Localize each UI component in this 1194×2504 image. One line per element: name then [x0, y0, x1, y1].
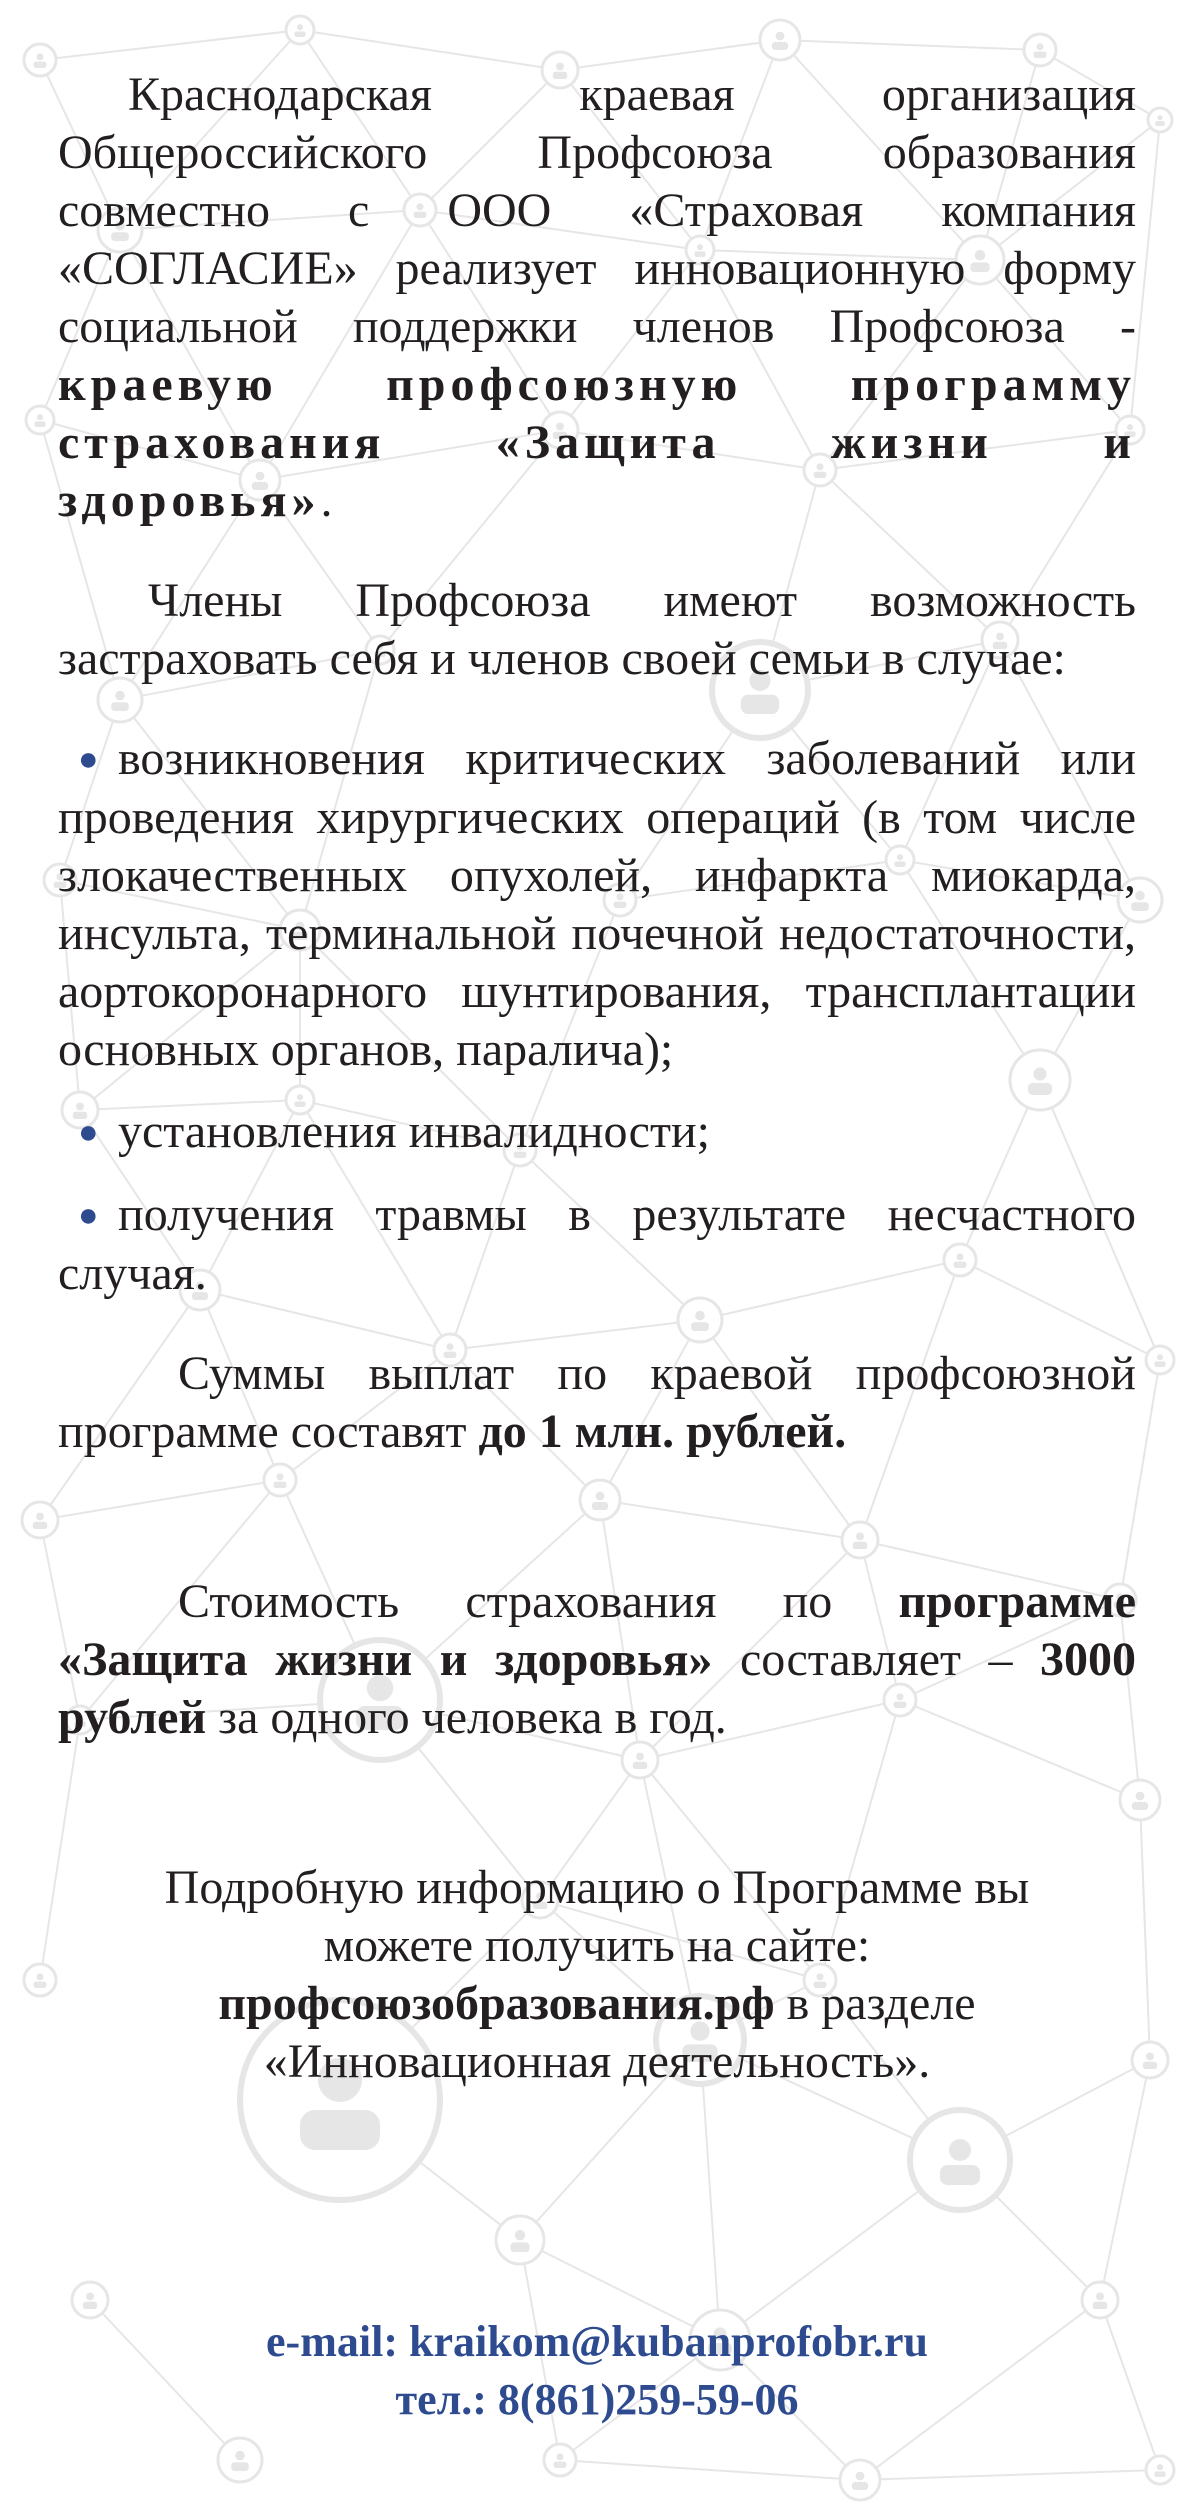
email-link[interactable]: e-mail: kraikom@kubanprofobr.ru [266, 2317, 928, 2366]
cost-text-3: за одного человека в год. [206, 1691, 727, 1744]
cost-program-name: программе «Защита жизни и здоровья» [58, 1575, 1136, 1686]
members-paragraph [58, 572, 1136, 688]
person-node-icon [26, 406, 54, 434]
payout-amount: до 1 млн. рублей. [478, 1405, 847, 1458]
list-item [58, 1103, 1136, 1162]
network-line [1100, 2060, 1150, 2300]
person-node-icon [286, 16, 314, 44]
website-link[interactable]: профсоюзобразования.рф [218, 1977, 775, 2030]
network-line [780, 40, 1040, 50]
person-node-icon [910, 2110, 1010, 2210]
person-node-icon [22, 1502, 58, 1538]
list-item [58, 1186, 1136, 1303]
contact-block [0, 2313, 1194, 2429]
payout-text: Суммы выплат по краевой профсоюзной программе составят [58, 1347, 1136, 1458]
phone-number[interactable]: тел.: 8(861)259-59-06 [395, 2375, 799, 2424]
bullet-icon: ● [78, 1114, 99, 1151]
intro-end: . [320, 474, 333, 527]
info-line-4: «Инновационная деятельность». [263, 2035, 931, 2088]
person-node-icon [1132, 2042, 1168, 2078]
person-node-icon [24, 1964, 56, 1996]
cost-text: Стоимость страхования по [178, 1575, 899, 1628]
person-node-icon [1148, 108, 1172, 132]
intro-paragraph [58, 66, 1136, 530]
document-body [58, 66, 1136, 2091]
info-line-1: Подробную информацию о Программе вы [164, 1861, 1030, 1914]
list-item-text: установления инвалидности; [118, 1105, 710, 1158]
bullet-icon: ● [78, 1197, 99, 1234]
network-line [300, 30, 560, 70]
info-line-2: можете получить на сайте: [323, 1919, 871, 1972]
person-node-icon [840, 2460, 880, 2500]
network-line [560, 2460, 860, 2480]
person-node-icon [218, 2438, 262, 2482]
cost-text-2: составляет – [712, 1633, 1041, 1686]
program-title: краевую профсоюзную программу страхования «Защита жизни и здоровья» [58, 358, 1136, 527]
person-node-icon [760, 20, 800, 60]
list-item [58, 730, 1136, 1079]
person-node-icon [496, 2216, 544, 2264]
network-line [860, 2470, 1160, 2480]
payout-paragraph [58, 1345, 1136, 1461]
bullet-icon: ● [78, 741, 99, 778]
network-line [40, 30, 300, 60]
intro-text: Краснодарская краевая организация Общероссийского Профсоюза образования совместно с ООО «Страховая компания «СОГЛАСИЕ» реализует инновационную форму социальной поддержки членов Профсоюза - [58, 68, 1136, 353]
cost-amount: 3000 рублей [58, 1633, 1137, 1744]
person-node-icon [24, 44, 56, 76]
network-line [1140, 1800, 1150, 2060]
person-node-icon [1146, 1346, 1174, 1374]
info-paragraph [58, 1859, 1136, 2091]
person-node-icon [1146, 2456, 1174, 2484]
person-node-icon [544, 2444, 576, 2476]
person-node-icon [1024, 34, 1056, 66]
risk-list [58, 730, 1136, 1303]
list-item-text: получения травмы в результате несчастного случая. [58, 1188, 1136, 1300]
members-text: Члены Профсоюза имеют возможность застраховать себя и членов своей семьи в случае: [58, 574, 1136, 685]
cost-paragraph [58, 1573, 1136, 1747]
info-line-3: в разделе [774, 1977, 976, 2030]
list-item-text: возникновения критических заболеваний или проведения хирургических операций (в том числе злокачественных опухолей, инфаркта миокарда, инсульта, терминальной почечной недостаточности, аортокоронарного шунтирования, трансплантации основных органов, паралича); [58, 732, 1136, 1076]
